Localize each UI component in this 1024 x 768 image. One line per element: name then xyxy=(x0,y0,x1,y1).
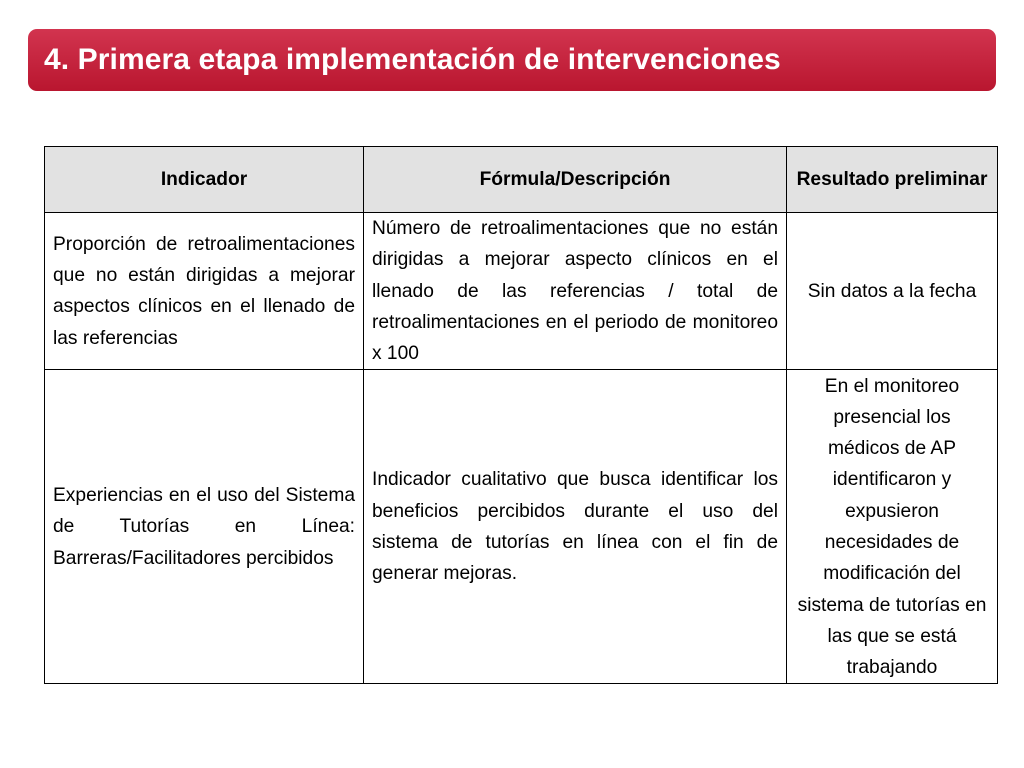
header-formula: Fórmula/Descripción xyxy=(364,147,787,213)
cell-resultado: En el monitoreo presencial los médicos de AP identificaron y expusieron necesidades de modificación del sistema de tutorías en las que se está trabajando xyxy=(787,370,998,684)
table-row xyxy=(45,213,998,370)
table-header-row xyxy=(45,147,998,213)
indicator-table xyxy=(44,146,998,684)
table-row xyxy=(45,370,998,684)
cell-indicador: Proporción de retroalimentaciones que no están dirigidas a mejorar aspectos clínicos en el llenado de las referencias xyxy=(45,213,364,370)
cell-resultado: Sin datos a la fecha xyxy=(787,213,998,370)
cell-formula: Número de retroalimentaciones que no están dirigidas a mejorar aspecto clínicos en el llenado de las referencias / total de retroalimentaciones en el periodo de monitoreo x 100 xyxy=(364,213,787,370)
slide-title: 4. Primera etapa implementación de intervenciones xyxy=(44,43,781,76)
cell-indicador: Experiencias en el uso del Sistema de Tutorías en Línea: Barreras/Facilitadores percibidos xyxy=(45,370,364,684)
title-bar xyxy=(28,29,996,91)
header-indicador: Indicador xyxy=(45,147,364,213)
cell-formula: Indicador cualitativo que busca identificar los beneficios percibidos durante el uso del sistema de tutorías en línea con el fin de generar mejoras. xyxy=(364,370,787,684)
header-resultado: Resultado preliminar xyxy=(787,147,998,213)
